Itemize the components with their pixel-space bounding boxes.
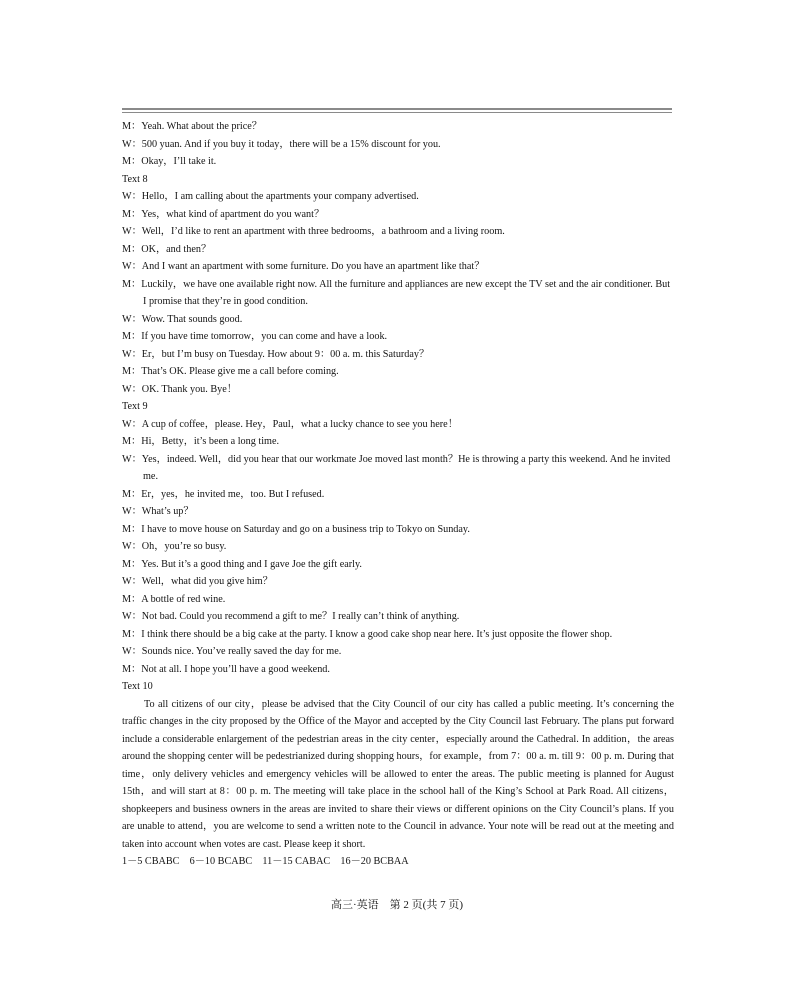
dialogue-line: W：Not bad. Could you recommend a gift to me？I really can’t think of anything. (122, 611, 460, 622)
dialogue-line: W：And I want an apartment with some furniture. Do you have an apartment like that？ (122, 261, 485, 272)
page-footer: 高三·英语 第 2 页(共 7 页) (331, 899, 463, 911)
dialogue-line: W：A cup of coffee，please. Hey，Paul，what a lucky chance to see you here！ (122, 418, 458, 430)
dialogue-line: M：That’s OK. Please give me a call before coming. (122, 366, 339, 377)
dialogue-line: M：If you have time tomorrow，you can come and have a look. (122, 331, 388, 342)
monologue-paragraph: To all citizens of our city，please be advised that the City Council of our city has called a public meeting. It’s concerning the traffic changes in the city proposed by the Office of the Mayor and accepted by the City Council last February. The plans put forward include a considerable enlargement of the pedestrian areas in the city center，especially around the Cathedral. In addition，the areas around the shopping center will be pedestrianized during shopping hours，for example，from 7：00 a. m. till 9：00 p. m. During that time，only delivery vehicles and emergency vehicles will be allowed to enter the areas. The public meeting is planned for August 15th，and will start at 8：00 p. m. The meeting will take place in the school hall of the King’s School at Park Road. All citizens，shopkeepers and business owners in the areas are invited to share their views or different opinions on the City Council’s plans. If you are unable to attend，you are welcome to send a written note to the Council in advance. Your note will be read out at the meeting and taken into account when votes are cast. Please keep it short. (122, 698, 674, 850)
dialogue-line: M：Yes，what kind of apartment do you want？ (122, 208, 325, 220)
dialogue-line: W：Well，I’d like to rent an apartment with three bedrooms，a bathroom and a living room. (122, 226, 505, 237)
header-rule-thin (122, 112, 672, 113)
dialogue-line: M：Luckily，we have one available right now. All the furniture and appliances are new except the TV set and the air conditioner. But I promise that they’re in good condition. (122, 278, 671, 307)
dialogue-line: W：Sounds nice. You’ve really saved the day for me. (122, 646, 342, 657)
dialogue-line: M：Hi，Betty，it’s been a long time. (122, 436, 280, 447)
dialogue-line: W：Wow. That sounds good. (122, 313, 243, 325)
dialogue-line: M：I have to move house on Saturday and go on a business trip to Tokyo on Sunday. (122, 523, 470, 535)
dialogue-line: M：A bottle of red wine. (122, 593, 226, 605)
dialogue-line: W：Well，what did you give him？ (122, 576, 273, 587)
answer-key: 1－5 CBABC 6－10 BCABC 11－15 CABAC 16－20 BCBAA (122, 856, 409, 867)
dialogue-line: W：OK. Thank you. Bye！ (122, 383, 237, 395)
header-rule (122, 108, 672, 110)
section-heading: Text 10 (122, 681, 153, 692)
dialogue-line: M：Yeah. What about the price？ (122, 121, 262, 132)
dialogue-line: W：500 yuan. And if you buy it today，there will be a 15% discount for you. (122, 138, 441, 150)
dialogue-line: M：Okay，I’ll take it. (122, 156, 217, 167)
section-heading: Text 8 (122, 173, 148, 185)
document-body (122, 118, 674, 871)
dialogue-line: M：OK，and then？ (122, 243, 212, 255)
dialogue-line: W：Yes，indeed. Well，did you hear that our workmate Joe moved last month？He is throwing a party this weekend. And he invited me. (122, 453, 671, 482)
dialogue-line: W：Er，but I’m busy on Tuesday. How about 9：00 a. m. this Saturday？ (122, 348, 430, 360)
dialogue-line: W：Oh，you’re so busy. (122, 541, 227, 552)
dialogue-line: M：I think there should be a big cake at the party. I know a good cake shop near here. It’s just opposite the flower shop. (122, 628, 613, 640)
dialogue-line: M：Yes. But it’s a good thing and I gave Joe the gift early. (122, 558, 362, 570)
dialogue-line: W：What’s up？ (122, 506, 194, 517)
section-heading: Text 9 (122, 401, 148, 412)
dialogue-line: M：Not at all. I hope you’ll have a good weekend. (122, 663, 330, 675)
dialogue-line: M：Er，yes，he invited me，too. But I refused. (122, 488, 325, 500)
dialogue-line: W：Hello，I am calling about the apartments your company advertised. (122, 191, 419, 202)
